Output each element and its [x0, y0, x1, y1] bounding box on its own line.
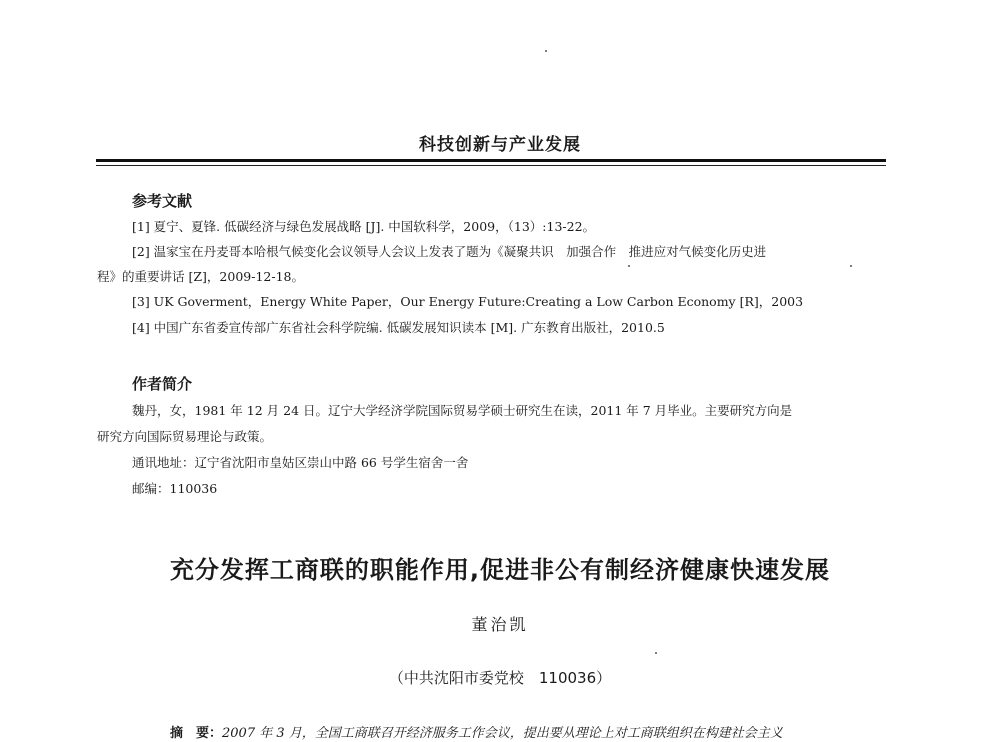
abstract — [170, 722, 783, 741]
reference-2-continued: 程》的重要讲话 [Z]，2009-12-18。 — [97, 269, 304, 284]
abstract-text: 2007 年 3 月，全国工商联召开经济服务工作会议，提出要从理论上对工商联组织在构建社会主义 — [222, 726, 783, 741]
article-title: 充分发挥工商联的职能作用,促进非公有制经济健康快速发展 — [169, 556, 831, 584]
author-bio-heading: 作者简介 — [132, 375, 193, 393]
reference-4: [4] 中国广东省委宣传部广东省社会科学院编. 低碳发展知识读本 [M]. 广东教育出版社，2010.5 — [132, 320, 665, 335]
author-bio-line: 研究方向国际贸易理论与政策。 — [97, 429, 273, 444]
article-affiliation: （中共沈阳市委党校 110036） — [388, 669, 612, 687]
author-postcode: 邮编：110036 — [132, 481, 218, 496]
scan-speck — [545, 50, 547, 52]
scan-speck — [850, 265, 852, 267]
scan-speck — [655, 652, 657, 654]
abstract-label: 摘 要： — [170, 726, 223, 741]
reference-2: [2] 温家宝在丹麦哥本哈根气候变化会议领导人会议上发表了题为《凝聚共识 加强合作 推进应对气候变化历史进 — [132, 244, 767, 259]
scan-speck — [628, 265, 630, 267]
reference-1: [1] 夏宁、夏锋. 低碳经济与绿色发展战略 [J]. 中国软科学，2009，（13）:13-22。 — [132, 219, 596, 234]
author-bio-line: 魏丹，女，1981 年 12 月 24 日。辽宁大学经济学院国际贸易学硕士研究生在读，2011 年 7 月毕业。主要研究方向是 — [132, 403, 793, 418]
header-rule-thin — [96, 165, 886, 166]
running-header: 科技创新与产业发展 — [419, 135, 581, 155]
references-heading: 参考文献 — [132, 192, 193, 210]
header-rule-thick — [96, 159, 886, 162]
article-author: 董治凯 — [471, 615, 529, 634]
author-address: 通讯地址：辽宁省沈阳市皇姑区崇山中路 66 号学生宿舍一舍 — [132, 455, 469, 470]
reference-3: [3] UK Goverment，Energy White Paper，Our Energy Future:Creating a Low Carbon Economy [R]，2003 — [132, 294, 804, 309]
